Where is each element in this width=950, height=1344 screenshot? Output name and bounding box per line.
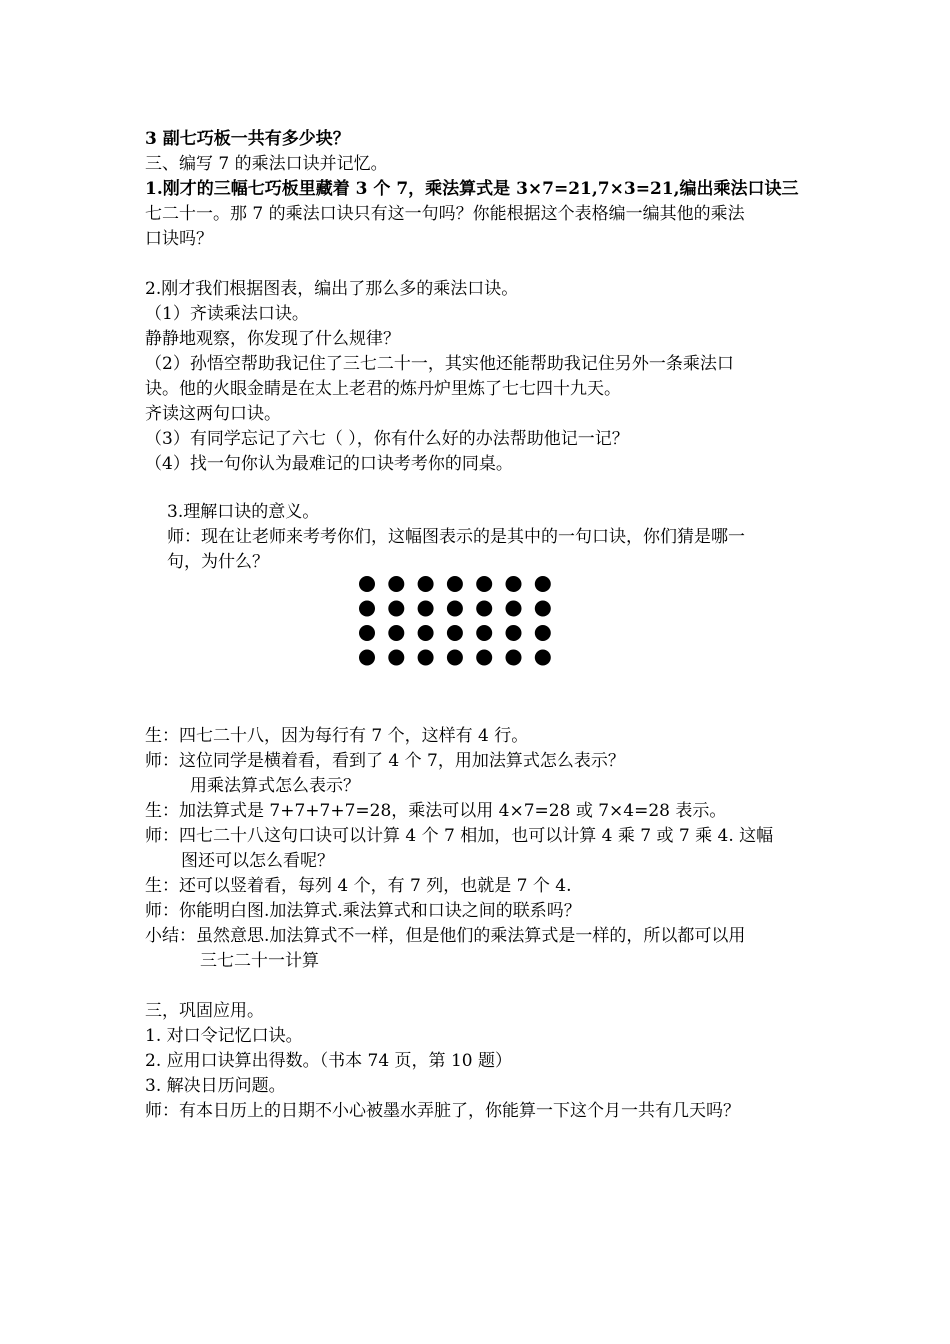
paragraph-line: 齐读这两句口诀。 bbox=[145, 404, 281, 424]
question-line: 3 副七巧板一共有多少块？ bbox=[145, 129, 350, 149]
dot bbox=[447, 601, 463, 617]
paragraph-line: 静静地观察，你发现了什么规律？ bbox=[145, 329, 400, 349]
list-item: （3）有同学忘记了六七（ ），你有什么好的办法帮助他记一记？ bbox=[145, 429, 629, 449]
summary-line: 三七二十一计算 bbox=[200, 951, 319, 971]
dot bbox=[447, 576, 463, 592]
dot bbox=[476, 601, 492, 617]
dot bbox=[388, 625, 404, 641]
dot bbox=[506, 625, 522, 641]
summary-line: 小结：虽然意思.加法算式不一样，但是他们的乘法算式是一样的，所以都可以用 bbox=[145, 926, 746, 946]
dot bbox=[447, 625, 463, 641]
list-item: 3. 解决日历问题。 bbox=[145, 1076, 286, 1096]
dot bbox=[476, 650, 492, 666]
dialogue-line: 师：这位同学是横着看，看到了 4 个 7，用加法算式怎么表示？ bbox=[145, 751, 625, 771]
dot bbox=[359, 650, 375, 666]
dot bbox=[476, 576, 492, 592]
dot bbox=[535, 650, 551, 666]
dot bbox=[418, 650, 434, 666]
dot bbox=[506, 576, 522, 592]
paragraph-line: 2.刚才我们根据图表，编出了那么多的乘法口诀。 bbox=[145, 279, 519, 299]
dot bbox=[506, 650, 522, 666]
dialogue-line: 师：你能明白图.加法算式.乘法算式和口诀之间的联系吗？ bbox=[145, 901, 581, 921]
dialogue-line: 用乘法算式怎么表示？ bbox=[190, 776, 360, 796]
dot bbox=[535, 625, 551, 641]
subsection-heading: 3.理解口诀的意义。 bbox=[167, 502, 320, 522]
dialogue-line: 师：有本日历上的日期不小心被墨水弄脏了，你能算一下这个月一共有几天吗？ bbox=[145, 1101, 740, 1121]
list-item: （1）齐读乘法口诀。 bbox=[145, 304, 309, 324]
paragraph-line: 1.刚才的三幅七巧板里藏着 3 个 7，乘法算式是 3×7=21,7×3=21,编出乘法口诀三 bbox=[145, 179, 799, 199]
dot bbox=[388, 650, 404, 666]
section-heading: 三，巩固应用。 bbox=[145, 1001, 264, 1021]
dialogue-line: 生：加法算式是 7+7+7+7=28，乘法可以用 4×7=28 或 7×4=28 表示。 bbox=[145, 801, 727, 821]
dot bbox=[535, 576, 551, 592]
dot bbox=[418, 601, 434, 617]
dot bbox=[447, 650, 463, 666]
paragraph-line: 师：现在让老师来考考你们，这幅图表示的是其中的一句口诀，你们猜是哪一 bbox=[167, 527, 745, 547]
dot bbox=[418, 576, 434, 592]
dot bbox=[418, 625, 434, 641]
list-item: （2）孙悟空帮助我记住了三七二十一，其实他还能帮助我记住另外一条乘法口 bbox=[145, 354, 734, 374]
paragraph-line: 口诀吗？ bbox=[145, 229, 213, 249]
dot bbox=[359, 625, 375, 641]
list-item: 1. 对口令记忆口诀。 bbox=[145, 1026, 303, 1046]
list-item: 2. 应用口诀算出得数。（书本 74 页，第 10 题） bbox=[145, 1051, 513, 1071]
dialogue-line: 生：四七二十八，因为每行有 7 个，这样有 4 行。 bbox=[145, 726, 529, 746]
paragraph-line: 句，为什么？ bbox=[167, 552, 269, 572]
dot bbox=[359, 601, 375, 617]
dialogue-line: 图还可以怎么看呢？ bbox=[181, 851, 334, 871]
dot bbox=[359, 576, 375, 592]
dot bbox=[535, 601, 551, 617]
dot bbox=[388, 601, 404, 617]
dot bbox=[388, 576, 404, 592]
dot bbox=[506, 601, 522, 617]
dialogue-line: 生：还可以竖着看，每列 4 个，有 7 列，也就是 7 个 4. bbox=[145, 876, 572, 896]
dot-array-figure bbox=[350, 572, 560, 672]
dialogue-line: 师：四七二十八这句口诀可以计算 4 个 7 相加，也可以计算 4 乘 7 或 7 乘 4. 这幅 bbox=[145, 826, 774, 846]
paragraph-line: 诀。他的火眼金睛是在太上老君的炼丹炉里炼了七七四十九天。 bbox=[145, 379, 621, 399]
paragraph-line: 七二十一。那 7 的乘法口诀只有这一句吗？你能根据这个表格编一编其他的乘法 bbox=[145, 204, 745, 224]
list-item: （4）找一句你认为最难记的口诀考考你的同桌。 bbox=[145, 454, 513, 474]
dot bbox=[476, 625, 492, 641]
section-heading: 三、编写 7 的乘法口诀并记忆。 bbox=[145, 154, 388, 174]
